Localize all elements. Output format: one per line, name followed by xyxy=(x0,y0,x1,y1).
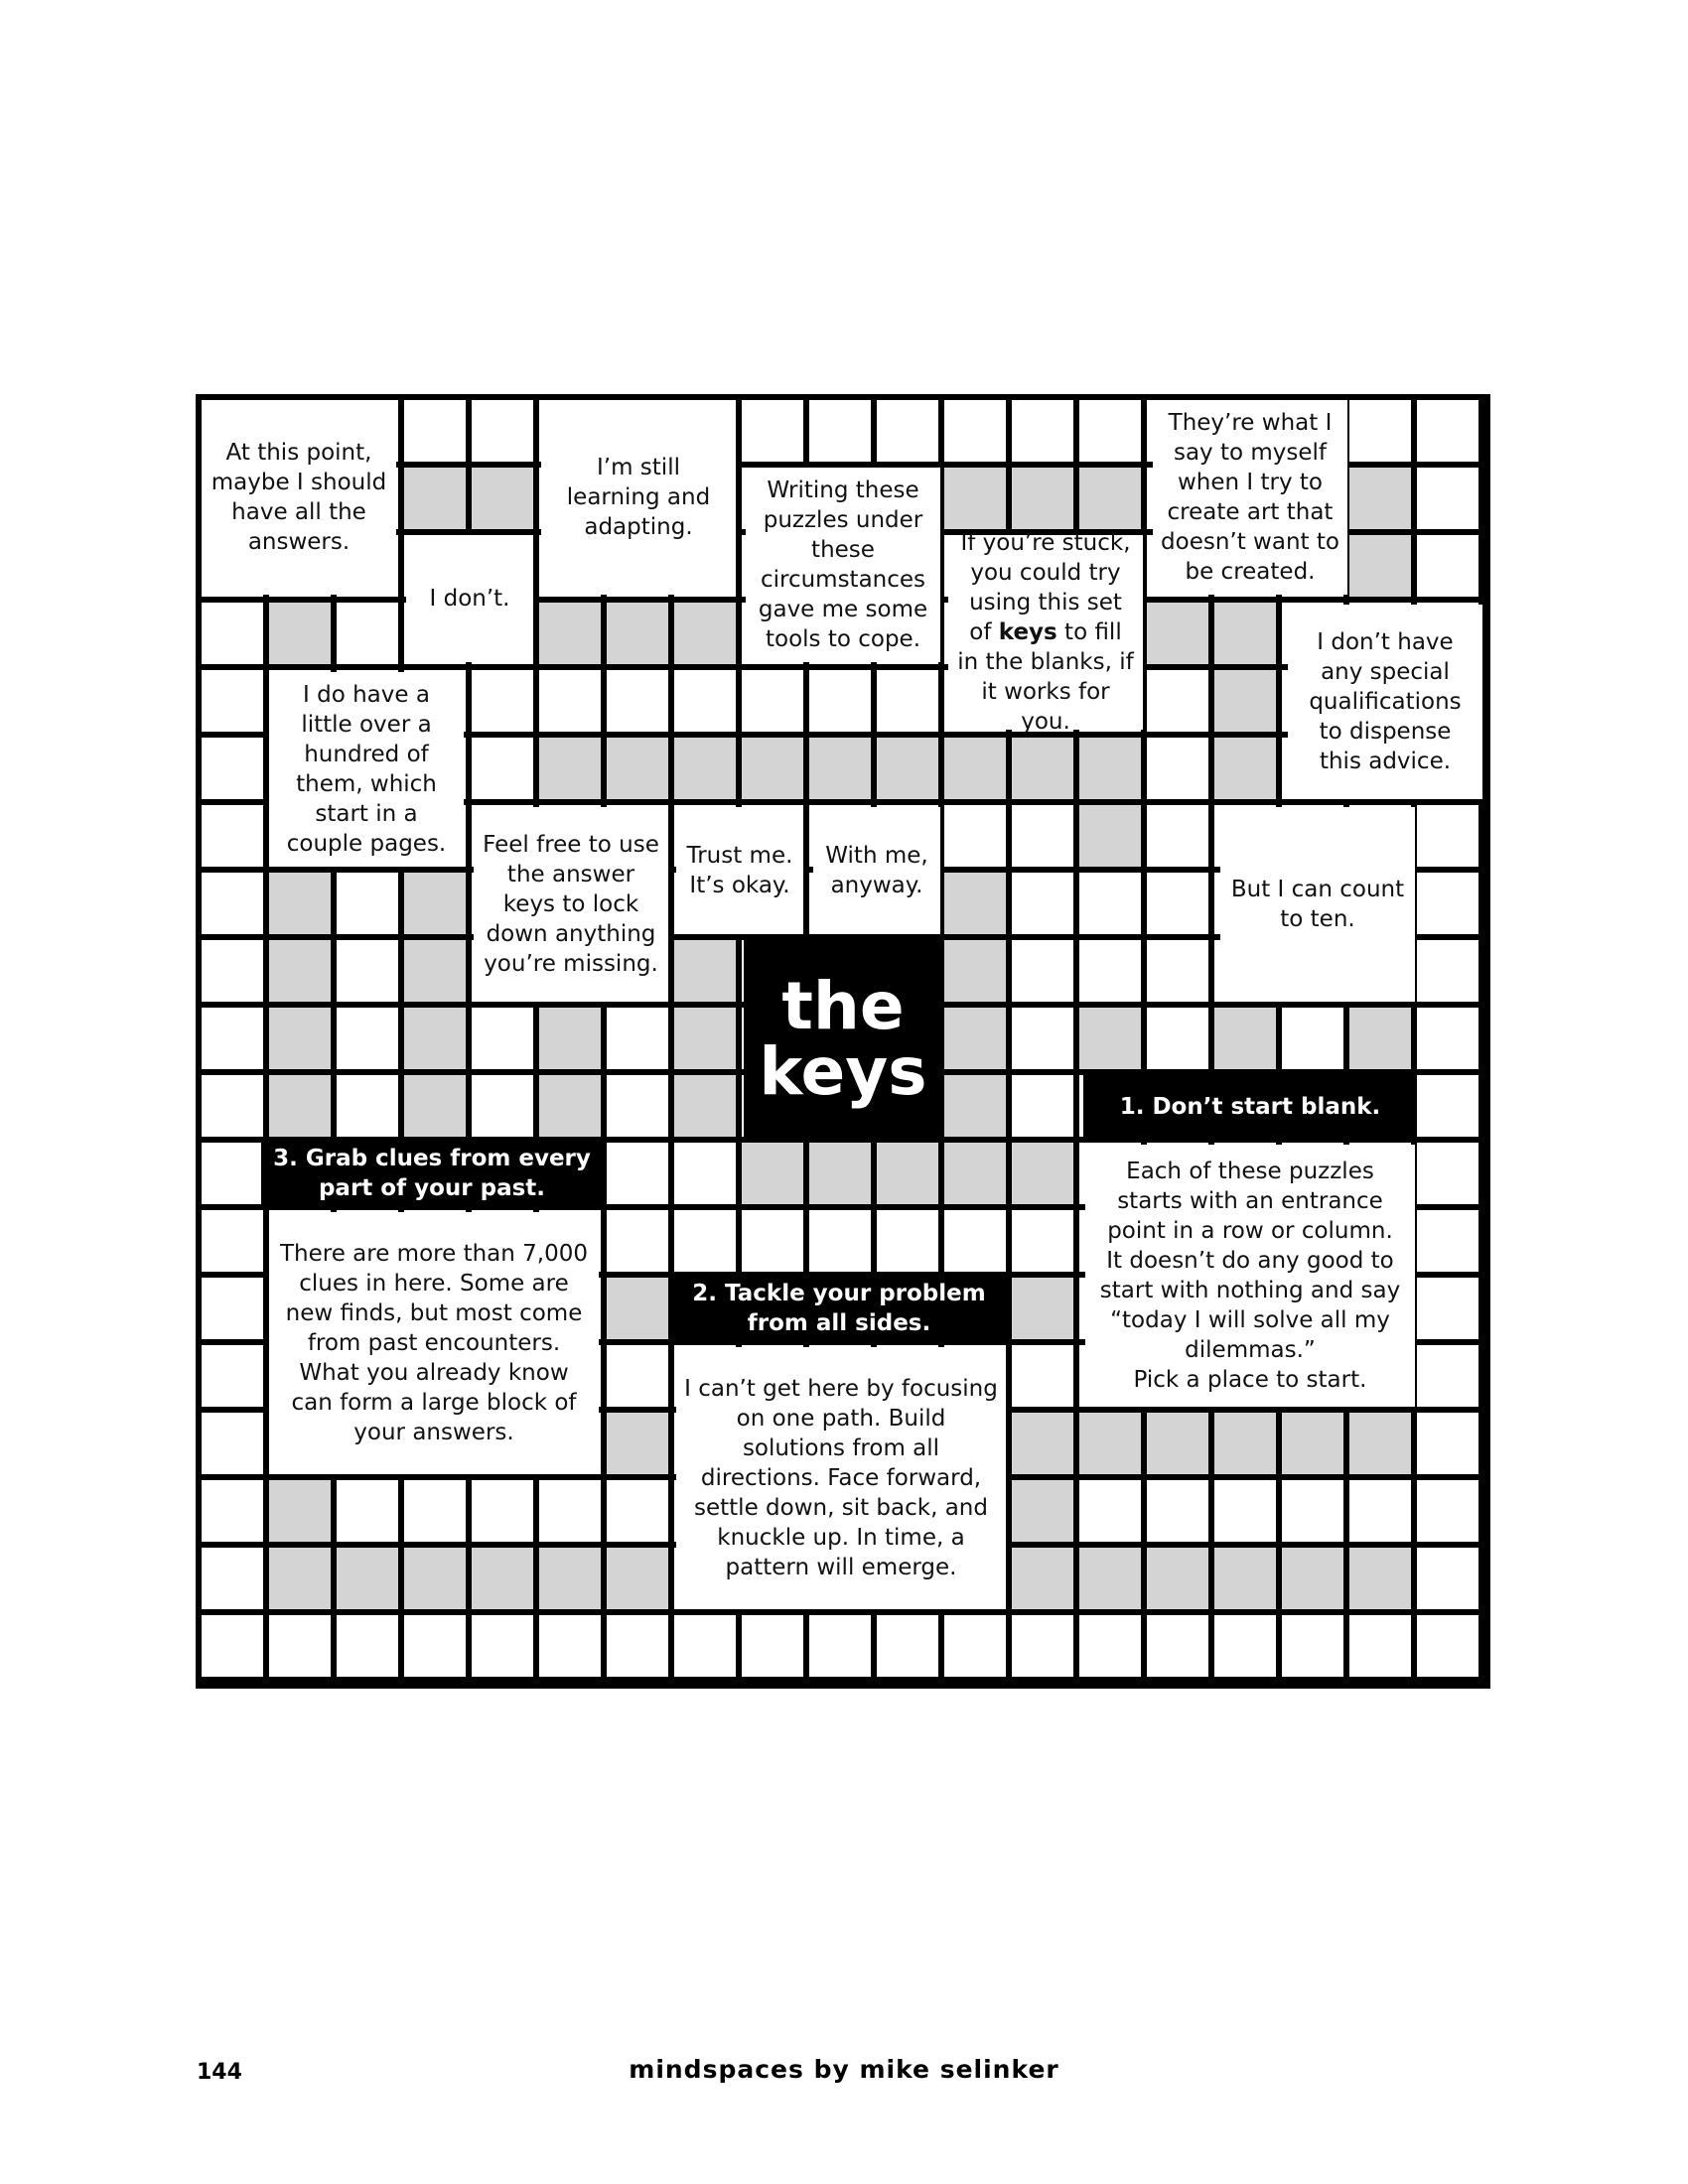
grid-cell xyxy=(1349,1008,1411,1069)
grid-cell xyxy=(944,1008,1006,1069)
text-box-count-to-ten: But I can count to ten. xyxy=(1220,807,1415,1002)
grid-cell xyxy=(337,1075,398,1137)
text-box-i-dont: I don’t. xyxy=(406,535,533,662)
crossword-grid xyxy=(196,394,1490,1689)
grid-cell xyxy=(337,1615,398,1677)
grid-cell xyxy=(202,1548,263,1609)
grid-cell xyxy=(1417,1008,1478,1069)
grid-cell xyxy=(1079,1615,1141,1677)
page-number: 144 xyxy=(197,2060,242,2085)
text-box-trust-me: Trust me. It’s okay. xyxy=(676,807,803,934)
header-grab-clues: 3. Grab clues from every part of your past. xyxy=(261,1141,603,1206)
grid-cell xyxy=(742,1615,803,1677)
grid-cell xyxy=(877,738,938,799)
book-title: mindspaces by mike selinker xyxy=(629,2055,1059,2084)
grid-cell xyxy=(1214,670,1276,732)
grid-cell xyxy=(1349,1480,1411,1542)
grid-cell xyxy=(877,1143,938,1204)
grid-cell xyxy=(742,738,803,799)
grid-cell xyxy=(1417,1615,1478,1677)
grid-cell xyxy=(1147,1008,1208,1069)
grid-cell xyxy=(1079,805,1141,867)
grid-cell xyxy=(1012,1210,1073,1272)
grid-cell xyxy=(404,1075,466,1137)
grid-cell xyxy=(202,940,263,1002)
grid-cell xyxy=(269,1008,331,1069)
title-line-keys: keys xyxy=(759,1033,927,1110)
text-box-with-me: With me, anyway. xyxy=(813,807,940,934)
grid-cell xyxy=(1349,1548,1411,1609)
grid-cell xyxy=(944,738,1006,799)
grid-cell xyxy=(202,805,263,867)
grid-cell xyxy=(607,1008,668,1069)
grid-cell xyxy=(1417,1278,1478,1339)
grid-cell xyxy=(472,1480,533,1542)
grid-cell xyxy=(1417,468,1478,529)
grid-cell xyxy=(809,1210,871,1272)
grid-cell xyxy=(269,1075,331,1137)
grid-cell xyxy=(674,1075,736,1137)
grid-cell xyxy=(472,400,533,462)
text-box-im-still: I’m still learning and adapting. xyxy=(541,400,736,595)
grid-cell xyxy=(607,1075,668,1137)
grid-cell xyxy=(1214,1480,1276,1542)
grid-cell xyxy=(607,1413,668,1474)
grid-cell xyxy=(404,400,466,462)
grid-cell xyxy=(1349,1413,1411,1474)
grid-cell xyxy=(1079,468,1141,529)
grid-cell xyxy=(404,1548,466,1609)
grid-cell xyxy=(1079,1008,1141,1069)
grid-cell xyxy=(1214,1548,1276,1609)
grid-cell xyxy=(202,873,263,934)
text-box-more-than: There are more than 7,000 clues in here. Some are new finds, but most come from past encounters. What you already know can form a large block of your answers. xyxy=(269,1212,599,1474)
grid-cell xyxy=(1349,400,1411,462)
grid-cell xyxy=(742,1210,803,1272)
grid-cell xyxy=(1417,1075,1478,1137)
grid-cell xyxy=(674,940,736,1002)
grid-cell xyxy=(337,873,398,934)
grid-cell xyxy=(539,1615,601,1677)
grid-cell xyxy=(337,940,398,1002)
grid-cell xyxy=(1417,1143,1478,1204)
grid-cell xyxy=(269,1615,331,1677)
grid-cell xyxy=(1012,1143,1073,1204)
grid-cell xyxy=(1147,805,1208,867)
grid-cell xyxy=(1214,1008,1276,1069)
grid-cell xyxy=(404,1480,466,1542)
grid-cell xyxy=(1079,940,1141,1002)
grid-cell xyxy=(1012,1480,1073,1542)
grid-cell xyxy=(1012,1278,1073,1339)
grid-cell xyxy=(404,873,466,934)
grid-cell xyxy=(1147,1615,1208,1677)
grid-cell xyxy=(202,1075,263,1137)
grid-cell xyxy=(877,1615,938,1677)
grid-cell xyxy=(539,1480,601,1542)
grid-cell xyxy=(607,1278,668,1339)
grid-cell xyxy=(1012,873,1073,934)
grid-cell xyxy=(1012,805,1073,867)
grid-cell xyxy=(1012,1548,1073,1609)
grid-cell xyxy=(404,468,466,529)
grid-cell xyxy=(1417,400,1478,462)
grid-cell xyxy=(742,1143,803,1204)
text-box-i-do-have: I do have a little over a hundred of them, which start in a couple pages. xyxy=(269,672,464,867)
grid-cell xyxy=(1012,1075,1073,1137)
grid-cell xyxy=(1012,400,1073,462)
text-box-each-of: Each of these puzzles starts with an entrance point in a row or column. It doesn’t do any good to start with nothing and say “today I will solve all my dilemmas.” Pick a place to start. xyxy=(1085,1145,1415,1407)
grid-cell xyxy=(1282,1548,1343,1609)
grid-cell xyxy=(269,1548,331,1609)
grid-cell xyxy=(944,1075,1006,1137)
grid-cell xyxy=(674,1008,736,1069)
grid-cell xyxy=(607,1345,668,1407)
grid-cell xyxy=(674,1615,736,1677)
grid-cell xyxy=(1282,1615,1343,1677)
grid-cell xyxy=(1079,738,1141,799)
grid-cell xyxy=(1147,670,1208,732)
title-line-the: the xyxy=(781,968,905,1044)
grid-cell xyxy=(809,400,871,462)
grid-cell xyxy=(472,738,533,799)
grid-cell xyxy=(1349,468,1411,529)
grid-cell xyxy=(472,1615,533,1677)
page-title xyxy=(744,940,942,1139)
grid-cell xyxy=(472,468,533,529)
grid-cell xyxy=(877,1210,938,1272)
grid-cell xyxy=(809,1615,871,1677)
text-box-if-stuck: If you’re stuck, you could try using this set of keys to fill in the blanks, if it works for you. xyxy=(948,535,1143,730)
grid-cell xyxy=(1214,738,1276,799)
grid-cell xyxy=(1012,738,1073,799)
grid-cell xyxy=(944,1615,1006,1677)
grid-cell xyxy=(539,1075,601,1137)
grid-cell xyxy=(1417,1210,1478,1272)
grid-cell xyxy=(202,1480,263,1542)
grid-cell xyxy=(674,1210,736,1272)
grid-cell xyxy=(944,805,1006,867)
grid-cell xyxy=(202,1615,263,1677)
grid-cell xyxy=(607,670,668,732)
header-dont-start-blank: 1. Don’t start blank. xyxy=(1083,1075,1417,1139)
grid-cell xyxy=(1349,1615,1411,1677)
grid-cell xyxy=(269,1480,331,1542)
grid-cell xyxy=(1079,873,1141,934)
grid-cell xyxy=(607,1548,668,1609)
grid-cell xyxy=(337,1480,398,1542)
grid-cell xyxy=(1079,1413,1141,1474)
grid-cell xyxy=(1079,400,1141,462)
grid-cell xyxy=(1417,940,1478,1002)
grid-cell xyxy=(1012,468,1073,529)
grid-cell xyxy=(202,603,263,664)
grid-cell xyxy=(1147,738,1208,799)
grid-cell xyxy=(1214,603,1276,664)
grid-cell xyxy=(1147,1480,1208,1542)
keys-emphasis: keys xyxy=(998,619,1057,645)
grid-cell xyxy=(202,1008,263,1069)
text-box-writing-these: Writing these puzzles under these circumstances gave me some tools to cope. xyxy=(746,468,940,662)
grid-cell xyxy=(809,738,871,799)
grid-cell xyxy=(1417,1548,1478,1609)
grid-cell xyxy=(269,603,331,664)
grid-cell xyxy=(404,1008,466,1069)
grid-cell xyxy=(607,738,668,799)
grid-cell xyxy=(202,1210,263,1272)
grid-cell xyxy=(202,1345,263,1407)
grid-cell xyxy=(337,603,398,664)
grid-cell xyxy=(202,670,263,732)
grid-cell xyxy=(472,670,533,732)
grid-cell xyxy=(607,1615,668,1677)
grid-cell xyxy=(809,1143,871,1204)
grid-cell xyxy=(202,738,263,799)
grid-cell xyxy=(674,1143,736,1204)
grid-cell xyxy=(674,738,736,799)
grid-cell xyxy=(202,1278,263,1339)
grid-cell xyxy=(202,1413,263,1474)
grid-cell xyxy=(1147,1413,1208,1474)
grid-cell xyxy=(877,400,938,462)
grid-cell xyxy=(1079,1548,1141,1609)
grid-cell xyxy=(472,1075,533,1137)
grid-cell xyxy=(1147,873,1208,934)
grid-cell xyxy=(607,1480,668,1542)
grid-cell xyxy=(944,1210,1006,1272)
grid-cell xyxy=(202,1143,263,1204)
grid-cell xyxy=(337,1548,398,1609)
text-box-feel-free: Feel free to use the answer keys to lock down anything you’re missing. xyxy=(474,807,668,1002)
grid-cell xyxy=(404,940,466,1002)
grid-cell xyxy=(607,1210,668,1272)
text-box-cant-get: I can’t get here by focusing on one path. Build solutions from all directions. Face forward, settle down, sit back, and knuckle up. In time, a pattern will emerge. xyxy=(676,1347,1006,1609)
grid-cell xyxy=(472,1008,533,1069)
text-box-theyre-what: They’re what I say to myself when I try to create art that doesn’t want to be created. xyxy=(1153,400,1347,595)
grid-cell xyxy=(877,670,938,732)
grid-cell xyxy=(1417,1345,1478,1407)
grid-cell xyxy=(1147,603,1208,664)
grid-cell xyxy=(1012,1413,1073,1474)
grid-cell xyxy=(1282,1413,1343,1474)
grid-cell xyxy=(1012,940,1073,1002)
grid-cell xyxy=(944,940,1006,1002)
grid-cell xyxy=(674,603,736,664)
grid-cell xyxy=(1417,535,1478,597)
grid-cell xyxy=(269,940,331,1002)
grid-cell xyxy=(742,400,803,462)
grid-cell xyxy=(1282,1008,1343,1069)
grid-cell xyxy=(1214,1615,1276,1677)
header-tackle-problem: 2. Tackle your problem from all sides. xyxy=(668,1276,1010,1341)
grid-cell xyxy=(674,670,736,732)
grid-cell xyxy=(944,1143,1006,1204)
grid-cell xyxy=(1012,1615,1073,1677)
grid-cell xyxy=(539,603,601,664)
grid-cell xyxy=(1012,1008,1073,1069)
grid-cell xyxy=(607,603,668,664)
grid-cell xyxy=(1079,1480,1141,1542)
grid-cell xyxy=(539,1548,601,1609)
text-box-dont-have: I don’t have any special qualifications to dispense this advice. xyxy=(1288,605,1482,799)
grid-cell xyxy=(1349,535,1411,597)
grid-cell xyxy=(1147,940,1208,1002)
grid-cell xyxy=(337,1008,398,1069)
grid-cell xyxy=(539,670,601,732)
grid-cell xyxy=(1282,1480,1343,1542)
grid-cell xyxy=(1012,1345,1073,1407)
grid-cell xyxy=(944,400,1006,462)
grid-cell xyxy=(607,1143,668,1204)
grid-cell xyxy=(404,1615,466,1677)
grid-cell xyxy=(944,873,1006,934)
grid-cell xyxy=(1214,1413,1276,1474)
grid-cell xyxy=(1417,873,1478,934)
grid-cell xyxy=(1417,1413,1478,1474)
grid-cell xyxy=(539,738,601,799)
grid-cell xyxy=(1417,805,1478,867)
grid-cell xyxy=(742,670,803,732)
grid-cell xyxy=(539,1008,601,1069)
grid-cell xyxy=(944,468,1006,529)
text-box-at-this-point: At this point, maybe I should have all the answers. xyxy=(202,400,396,595)
grid-cell xyxy=(809,670,871,732)
grid-cell xyxy=(269,873,331,934)
grid-cell xyxy=(1417,1480,1478,1542)
grid-cell xyxy=(472,1548,533,1609)
grid-cell xyxy=(1147,1548,1208,1609)
